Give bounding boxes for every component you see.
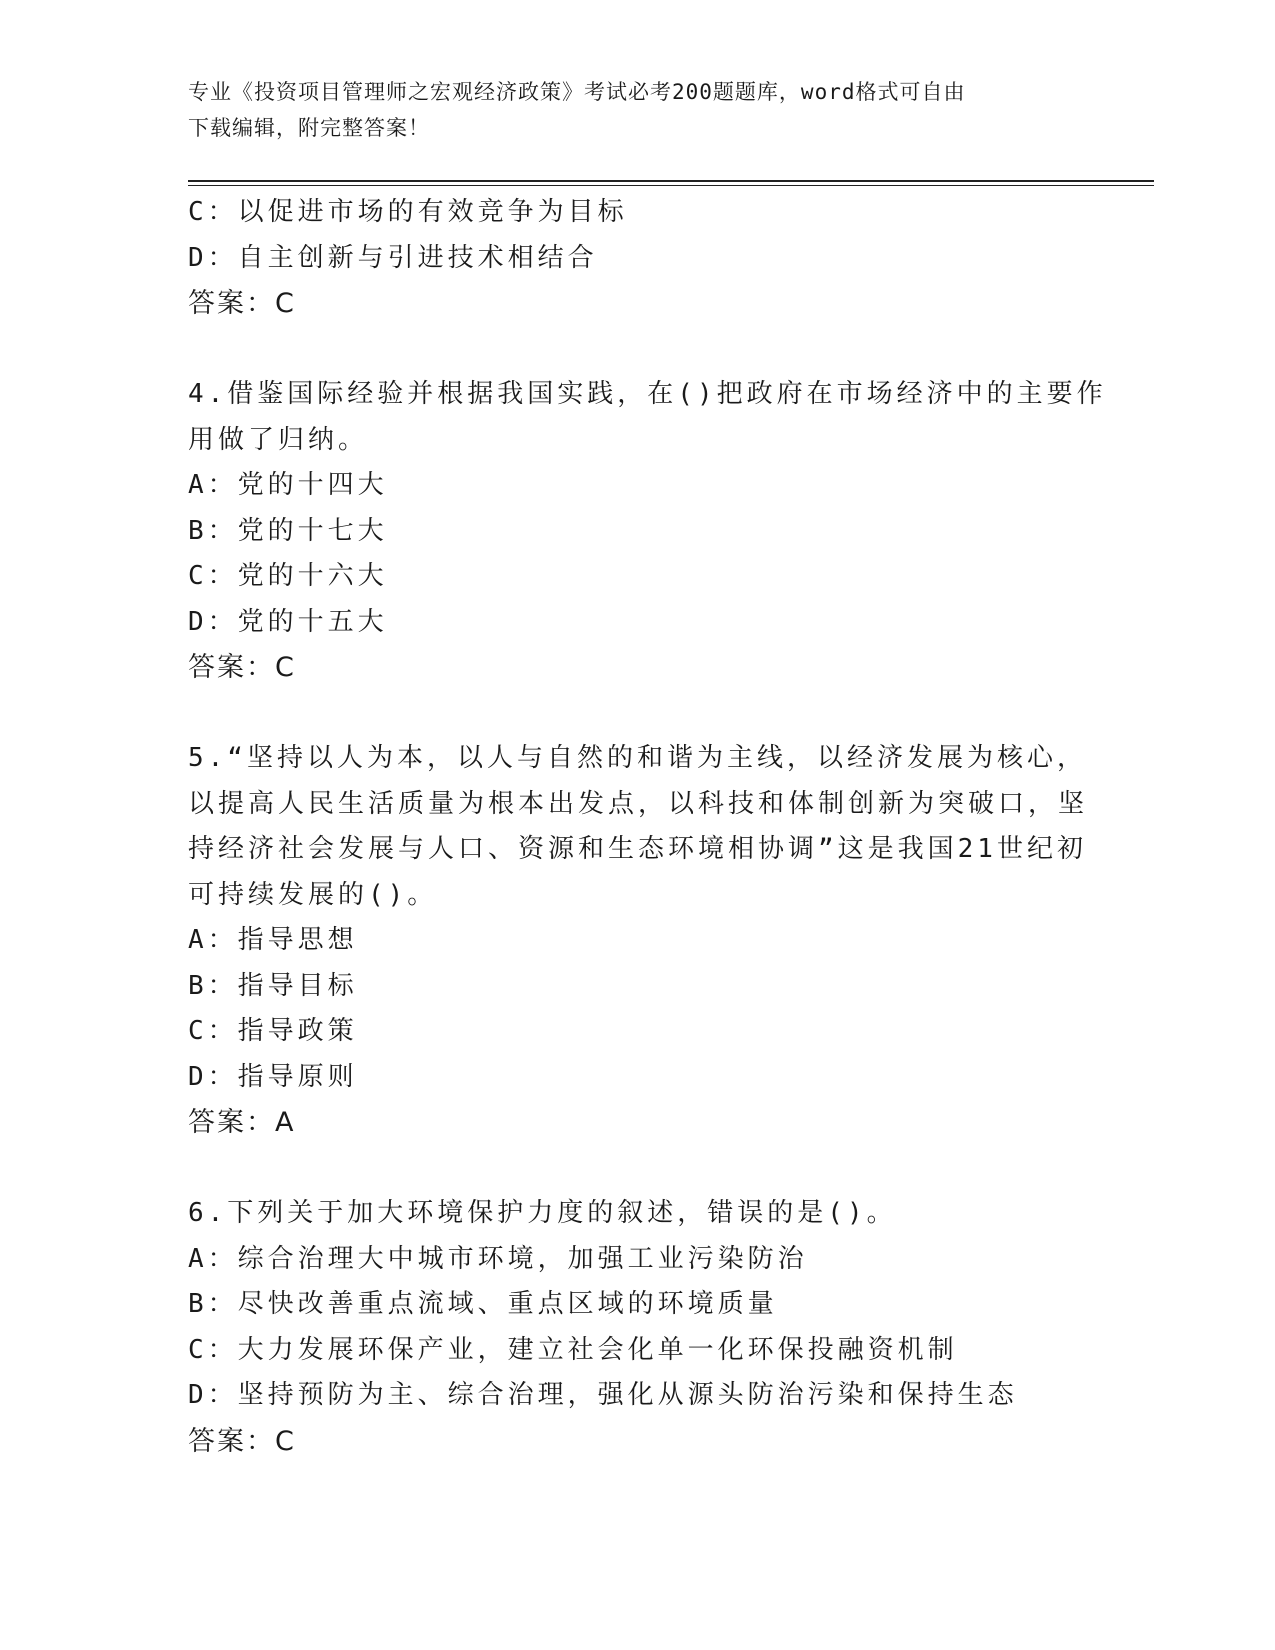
header-line-2: 下载编辑，附完整答案！ xyxy=(188,116,430,140)
question-6 xyxy=(188,1191,1088,1464)
question-content xyxy=(188,190,1107,1464)
question-5 xyxy=(188,736,1088,1146)
spacer xyxy=(188,691,1088,737)
question-stem-line: 持经济社会发展与人口、资源和生态环境相协调”这是我国21世纪初 xyxy=(188,834,1087,864)
option-d: D：自主创新与引进技术相结合 xyxy=(188,242,598,273)
header-line-1: 专业《投资项目管理师之宏观经济政策》考试必考200题题库，word格式可自由 xyxy=(188,80,966,104)
option-b: B：尽快改善重点流域、重点区域的环境质量 xyxy=(188,1289,778,1319)
answer-line: 答案：A xyxy=(188,1107,296,1138)
spacer xyxy=(188,327,1088,373)
answer-line: 答案：C xyxy=(188,1425,296,1457)
option-c: C：大力发展环保产业，建立社会化单一化环保投融资机制 xyxy=(188,1334,958,1365)
header-divider-thin xyxy=(188,185,1154,186)
question-stem-line: 可持续发展的()。 xyxy=(188,879,438,910)
question-stem-line: 以提高人民生活质量为根本出发点，以科技和体制创新为突破口，坚 xyxy=(188,788,1089,819)
question-stem-line: 用做了归纳。 xyxy=(188,424,369,455)
option-a: A：指导思想 xyxy=(188,925,358,955)
question-3-fragment xyxy=(188,190,1088,327)
question-stem-line: 4.借鉴国际经验并根据我国实践，在()把政府在市场经济中的主要作 xyxy=(188,379,1107,409)
option-b: B：党的十七大 xyxy=(188,515,388,546)
answer-line: 答案：C xyxy=(188,288,296,319)
option-a: A：党的十四大 xyxy=(188,470,388,500)
option-b: B：指导目标 xyxy=(188,970,358,1001)
option-d: D：坚持预防为主、综合治理，强化从源头防治污染和保持生态 xyxy=(188,1380,1018,1410)
document-header xyxy=(188,74,1088,146)
question-4 xyxy=(188,372,1107,691)
question-stem-line: 5.“坚持以人为本，以人与自然的和谐为主线，以经济发展为核心， xyxy=(188,743,1087,773)
option-d: D：党的十五大 xyxy=(188,606,388,637)
answer-line: 答案：C xyxy=(188,652,296,683)
option-c: C：指导政策 xyxy=(188,1016,358,1046)
header-divider-thick xyxy=(188,180,1154,182)
option-d: D：指导原则 xyxy=(188,1061,358,1092)
question-stem-line: 6.下列关于加大环境保护力度的叙述，错误的是()。 xyxy=(188,1198,897,1228)
option-c: C：以促进市场的有效竞争为目标 xyxy=(188,197,628,227)
spacer xyxy=(188,1146,1088,1192)
option-c: C：党的十六大 xyxy=(188,561,388,591)
option-a: A：综合治理大中城市环境，加强工业污染防治 xyxy=(188,1243,808,1274)
